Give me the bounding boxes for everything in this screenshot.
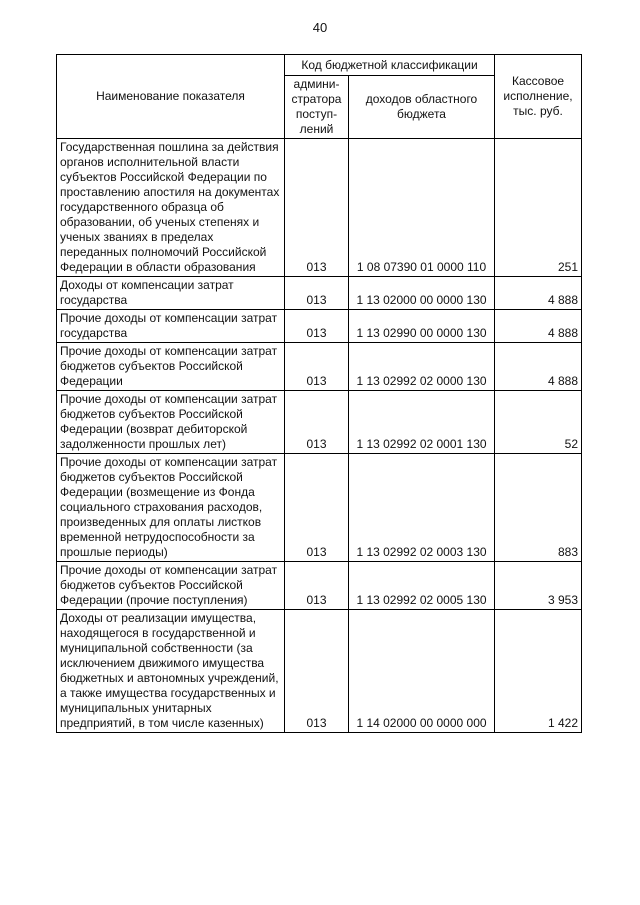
row-amount: 52 [495,391,582,454]
row-amount: 251 [495,139,582,277]
row-amount: 4 888 [495,310,582,343]
row-income-code: 1 13 02992 02 0003 130 [349,454,495,562]
row-name: Доходы от реализации имущества, находящегося в государственной и муниципальной собственности (за исключением движимого имущества бюджетных и автономных учреждений, а также имущества государственных и муниципальных унитарных предприятий, в том числе казенных) [57,610,285,733]
row-income-code: 1 14 02000 00 0000 000 [349,610,495,733]
row-admin-code: 013 [285,277,349,310]
row-admin-code: 013 [285,562,349,610]
table-row [57,562,582,610]
row-name: Прочие доходы от компенсации затрат государства [57,310,285,343]
page-number: 40 [312,20,328,35]
row-name: Прочие доходы от компенсации затрат бюджетов субъектов Российской Федерации (возмещение из Фонда социального страхования расходов, произведенных для оплаты листков временной нетрудоспособности за прошлые периоды) [57,454,285,562]
table-row [57,139,582,277]
row-income-code: 1 13 02000 00 0000 130 [349,277,495,310]
row-name: Доходы от компенсации затрат государства [57,277,285,310]
table-row [57,310,582,343]
row-admin-code: 013 [285,310,349,343]
row-income-code: 1 13 02992 02 0000 130 [349,343,495,391]
row-income-code: 1 13 02992 02 0005 130 [349,562,495,610]
budget-table [56,54,582,733]
table-row [57,277,582,310]
header-income: доходов областного бюджета [349,76,495,139]
table-row [57,610,582,733]
row-admin-code: 013 [285,391,349,454]
table-row [57,454,582,562]
header-admin: админи-стратора поступ-лений [285,76,349,139]
row-income-code: 1 13 02990 00 0000 130 [349,310,495,343]
row-name: Прочие доходы от компенсации затрат бюджетов субъектов Российской Федерации (возврат дебиторской задолженности прошлых лет) [57,391,285,454]
row-amount: 3 953 [495,562,582,610]
row-admin-code: 013 [285,343,349,391]
table-row [57,391,582,454]
row-amount: 1 422 [495,610,582,733]
row-admin-code: 013 [285,454,349,562]
row-income-code: 1 13 02992 02 0001 130 [349,391,495,454]
table-row [57,343,582,391]
row-amount: 4 888 [495,343,582,391]
header-name: Наименование показателя [57,55,285,139]
row-name: Прочие доходы от компенсации затрат бюджетов субъектов Российской Федерации [57,343,285,391]
row-amount: 883 [495,454,582,562]
row-admin-code: 013 [285,139,349,277]
row-name: Государственная пошлина за действия органов исполнительной власти субъектов Российской Федерации по проставлению апостиля на документах государственного образца об образовании, об ученых степенях и ученых званиях в пределах переданных полномочий Российской Федерации в области образования [57,139,285,277]
row-name: Прочие доходы от компенсации затрат бюджетов субъектов Российской Федерации (прочие поступления) [57,562,285,610]
header-amount: Кассовое исполнение, тыс. руб. [495,55,582,139]
row-admin-code: 013 [285,610,349,733]
row-income-code: 1 08 07390 01 0000 110 [349,139,495,277]
row-amount: 4 888 [495,277,582,310]
header-code-group: Код бюджетной классификации [285,55,495,76]
